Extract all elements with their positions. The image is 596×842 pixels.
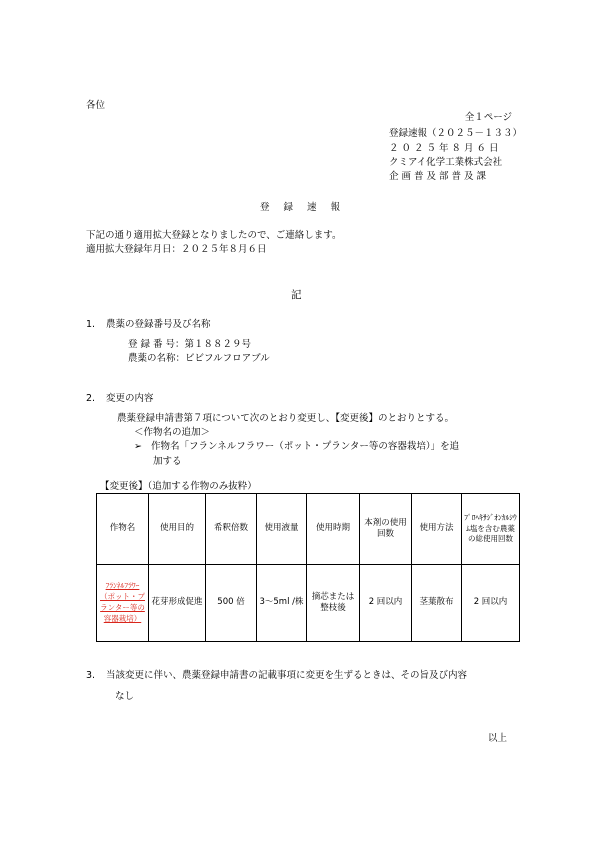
page-count: 全１ページ bbox=[464, 112, 512, 123]
department-name: 企画普及部普及課 bbox=[389, 171, 490, 182]
ki-heading: 記 bbox=[291, 289, 302, 301]
cell-purpose: 花芽形成促進 bbox=[149, 565, 206, 642]
section-2-heading: 変更の内容 bbox=[106, 393, 154, 404]
cell-timing: 摘芯または整枝後 bbox=[307, 565, 360, 642]
bullet-text-line-1: 作物名「フランネルフラワー（ポット・プランター等の容器栽培）」を追 bbox=[151, 441, 460, 452]
addressee: 各位 bbox=[86, 100, 106, 111]
header-crop: 作物名 bbox=[97, 494, 149, 565]
header-method: 使用方法 bbox=[412, 494, 462, 565]
header-volume: 使用液量 bbox=[257, 494, 307, 565]
report-number: 登録速報（２０２５－１３３） bbox=[389, 128, 523, 139]
pesticide-name: 農薬の名称：ビビフルフロアブル bbox=[128, 353, 270, 364]
bullet-text-line-2: 加する bbox=[153, 456, 182, 467]
header-times: 本剤の使用回数 bbox=[360, 494, 412, 565]
header-purpose: 使用目的 bbox=[149, 494, 206, 565]
crop-addition-heading: ＜作物名の追加＞ bbox=[134, 427, 211, 438]
cell-method: 茎葉散布 bbox=[412, 565, 462, 642]
arrow-bullet-icon: ➢ bbox=[134, 441, 142, 452]
section-3-content: なし bbox=[115, 691, 135, 702]
section-2-body: 農薬登録申請書第７項について次のとおり変更し、【変更後】のとおりとする。 bbox=[117, 413, 455, 424]
cell-volume: 3～5ml /株 bbox=[257, 565, 307, 642]
cell-dilution: 500 倍 bbox=[206, 565, 257, 642]
header-dilution: 希釈倍数 bbox=[206, 494, 257, 565]
closing-mark: 以上 bbox=[488, 733, 508, 744]
document-title: 登録速報 bbox=[260, 202, 355, 213]
registration-number: 登 録 番 号：第１８８２９号 bbox=[128, 339, 252, 350]
section-3-number: 3. bbox=[86, 670, 96, 681]
section-1-heading: 農薬の登録番号及び名称 bbox=[106, 319, 211, 330]
intro-line-2: 適用拡大登録年月日：２０２５年８月６日 bbox=[86, 244, 267, 255]
company-name: クミアイ化学工業株式会社 bbox=[389, 157, 503, 168]
cell-crop: ﾌﾗﾝﾈﾙﾌﾗﾜｰ（ポット・プランター等の容器栽培） bbox=[97, 565, 149, 642]
section-2-number: 2. bbox=[86, 393, 96, 404]
crop-table bbox=[96, 493, 520, 642]
table-caption: 【変更後】（追加する作物のみ抜粋） bbox=[100, 481, 257, 492]
section-3-heading: 当該変更に伴い、農薬登録申請書の記載事項に変更を生ずるときは、その旨及び内容 bbox=[106, 670, 468, 681]
table-header-row bbox=[97, 494, 520, 565]
cell-total-times: 2 回以内 bbox=[462, 565, 520, 642]
header-total-times: ﾌﾟﾛﾍｷｻｼﾞｵﾝｶﾙｼｳﾑ塩を含む農薬の総使用回数 bbox=[462, 494, 520, 565]
header-timing: 使用時期 bbox=[307, 494, 360, 565]
bullet-item bbox=[134, 441, 459, 453]
cell-times: 2 回以内 bbox=[360, 565, 412, 642]
intro-line-1: 下記の通り適用拡大登録となりましたので、ご連絡します。 bbox=[86, 230, 342, 241]
table-row bbox=[97, 565, 520, 642]
section-1-number: 1. bbox=[86, 319, 96, 330]
report-date: ２０２５年８月６日 bbox=[389, 143, 502, 154]
